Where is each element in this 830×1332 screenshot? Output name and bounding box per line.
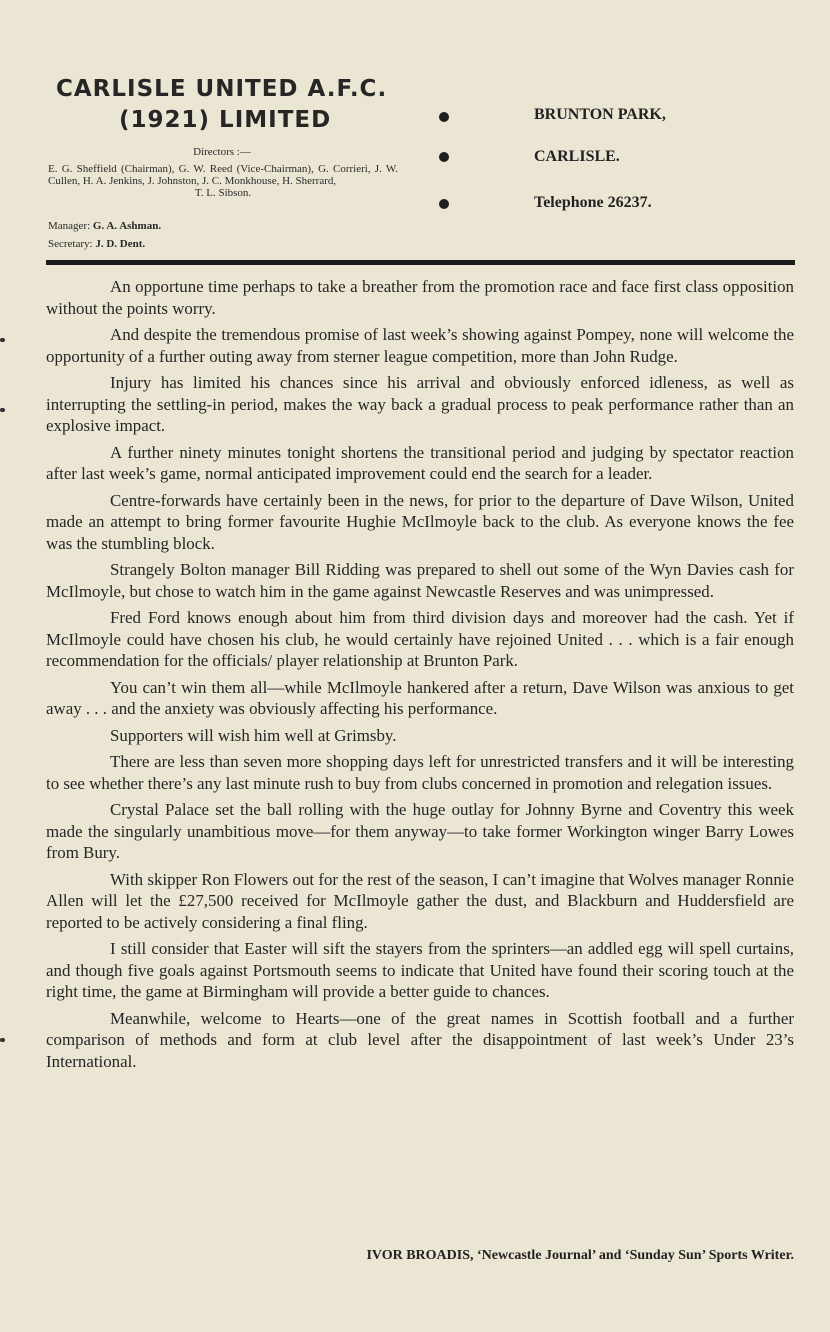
address-ground: BRUNTON PARK,: [534, 106, 666, 123]
article-paragraph: With skipper Ron Flowers out for the rest of the season, I can’t imagine that Wolves manager Ronnie Allen will let the £27,500 received for McIlmoyle gather the dust, and Blackburn and Huddersfield are reported to be actively considering a final fling.: [46, 869, 794, 932]
bullet-icon: [439, 199, 449, 209]
article-paragraph: Supporters will wish him well at Grimsby.: [110, 725, 397, 745]
article-paragraph: Crystal Palace set the ball rolling with the huge outlay for Johnny Byrne and Coventry this week made the singularly unambitious move—for them anyway—to take former Workington winger Barry Lowes from Bury.: [46, 800, 794, 862]
manager-line: [48, 220, 368, 232]
author-byline: IVOR BROADIS, ‘Newcastle Journal’ and ‘Sunday Sun’ Sports Writer.: [366, 1248, 794, 1263]
edge-punch-mark: [0, 408, 5, 412]
manager-name: G. A. Ashman.: [92, 220, 162, 232]
article-paragraph: An opportune time perhaps to take a breather from the promotion race and face first class opposition without the points worry.: [46, 277, 794, 318]
directors-list: [48, 163, 398, 199]
secretary-name: J. D. Dent.: [95, 238, 146, 250]
article-paragraph: And despite the tremendous promise of last week’s showing against Pompey, none will welcome the opportunity of a further outing away from sterner league competition, more than John Rudge.: [46, 325, 794, 366]
manager-label: Manager:: [48, 220, 91, 232]
secretary-line: [48, 238, 368, 250]
address-telephone: Telephone 26237.: [534, 194, 652, 211]
article-paragraph: There are less than seven more shopping days left for unrestricted transfers and it will be interesting to see whether there’s any last minute rush to buy from clubs concerned in promotion and relegation issues.: [46, 752, 794, 793]
article-paragraph: A further ninety minutes tonight shortens the transitional period and judging by spectator reaction after last week’s game, normal anticipated improvement could end the search for a leader.: [46, 442, 794, 483]
bullet-icon: [439, 152, 449, 162]
header-divider: [46, 260, 795, 265]
secretary-label: Secretary:: [48, 238, 93, 250]
article-paragraph: Injury has limited his chances since his arrival and obviously enforced idleness, as well as interrupting the settling-in period, makes the way back a gradual process to peak performance rather than an explosive impact.: [46, 373, 794, 435]
club-header: [46, 70, 794, 258]
edge-punch-mark: [0, 338, 5, 342]
address-city: CARLISLE.: [534, 148, 620, 165]
article-paragraph: You can’t win them all—while McIlmoyle hankered after a return, Dave Wilson was anxious to get away . . . and the anxiety was obviously affecting his performance.: [46, 677, 794, 718]
directors-label: Directors :—: [193, 146, 251, 158]
directors-names: E. G. Sheffield (Chairman), G. W. Reed (Vice-Chairman), G. Corrieri, J. W. Cullen, H. A. Jenkins, J. Johnston, J. C. Monkhouse, H. Sherrard,: [48, 163, 398, 187]
bullet-icon: [439, 112, 449, 122]
article-paragraph: I still consider that Easter will sift the stayers from the sprinters—an addled egg will spell curtains, and though five goals against Portsmouth seems to indicate that United have found their scoring touch at the right time, the game at Birmingham will provide a better guide to chances.: [46, 939, 794, 1001]
edge-punch-mark: [0, 1038, 5, 1042]
article-body: [46, 276, 794, 1077]
article-paragraph: Centre-forwards have certainly been in the news, for prior to the departure of Dave Wilson, United made an attempt to bring former favourite Hughie McIlmoyle back to the club. As everyone knows the fee was the stumbling block.: [46, 490, 794, 553]
club-name-line2: (1921) LIMITED: [119, 107, 332, 133]
article-paragraph: Meanwhile, welcome to Hearts—one of the great names in Scottish football and a further comparison of methods and form at club level after the disappointment of last week’s Under 23’s International.: [46, 1008, 794, 1071]
article-paragraph: Fred Ford knows enough about him from third division days and moreover had the cash. Yet if McIlmoyle could have chosen his club, he would certainly have rejoined United . . . which is a fair enough recommendation for the officials/ player relationship at Brunton Park.: [46, 608, 794, 670]
club-title: [56, 74, 396, 136]
club-name-line1: CARLISLE UNITED A.F.C.: [56, 76, 388, 102]
directors-last-name: T. L. Sibson.: [194, 187, 252, 199]
article-paragraph: Strangely Bolton manager Bill Ridding was prepared to shell out some of the Wyn Davies cash for McIlmoyle, but chose to watch him in the game against Newcastle Reserves and was unimpressed.: [46, 560, 794, 601]
